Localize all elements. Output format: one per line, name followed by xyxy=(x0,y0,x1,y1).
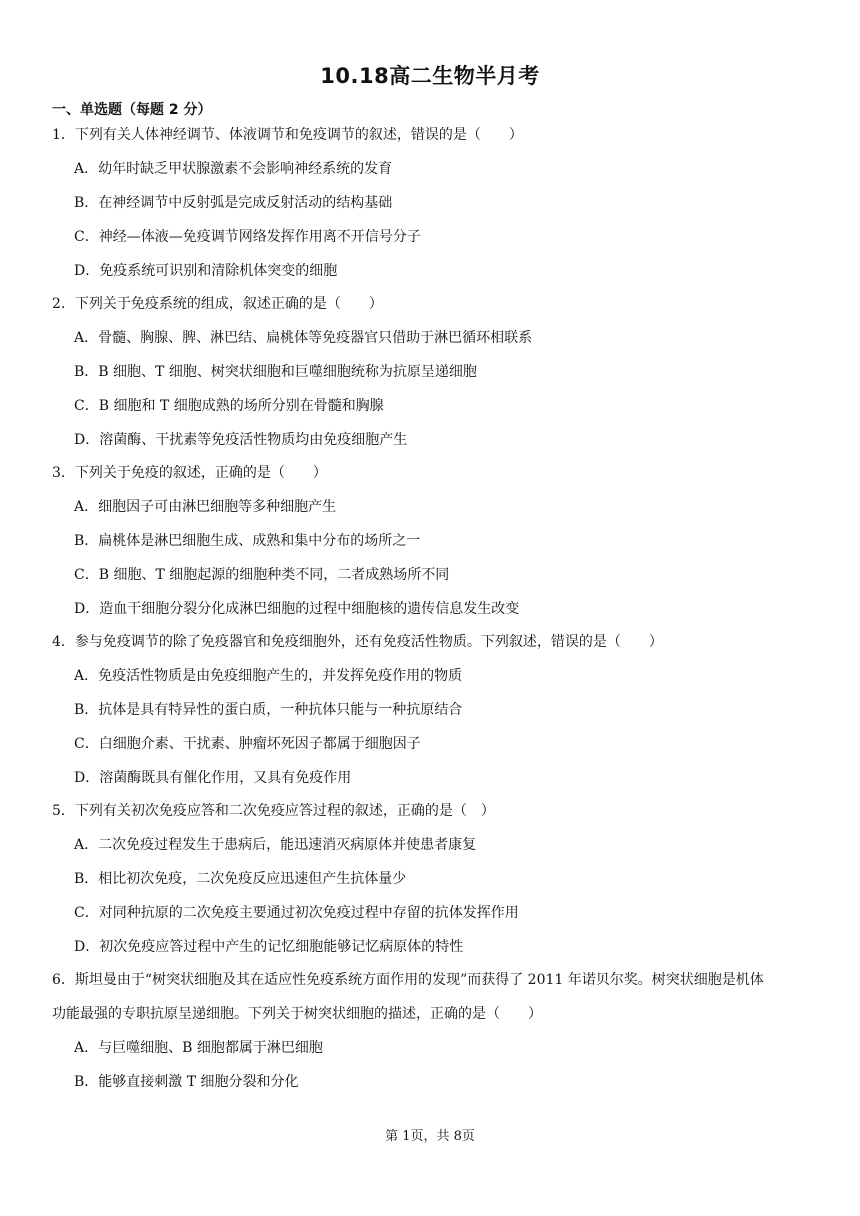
question-6-option-a: A．与巨噬细胞、B 细胞都属于淋巴细胞 xyxy=(74,1040,323,1056)
question-4-option-b: B．抗体是具有特异性的蛋白质，一种抗体只能与一种抗原结合 xyxy=(74,702,463,718)
question-2-option-c: C．B 细胞和 T 细胞成熟的场所分别在骨髓和胸腺 xyxy=(74,398,384,414)
question-5-option-b: B．相比初次免疫，二次免疫反应迅速但产生抗体量少 xyxy=(74,871,407,887)
question-6-stem-line-2: 功能最强的专职抗原呈递细胞。下列关于树突状细胞的描述，正确的是（ ） xyxy=(52,1006,542,1022)
question-6-stem-line-1: 6．斯坦曼由于“树突状细胞及其在适应性免疫系统方面作用的发现”而获得了 2011 年诺贝尔奖。树突状细胞是机体 xyxy=(52,972,764,988)
section-heading: 一、单选题（每题 2 分） xyxy=(52,102,212,118)
question-5-option-c: C．对同种抗原的二次免疫主要通过初次免疫过程中存留的抗体发挥作用 xyxy=(74,905,519,921)
question-2-stem: 2．下列关于免疫系统的组成，叙述正确的是（ ） xyxy=(52,296,383,312)
question-5-option-d: D．初次免疫应答过程中产生的记忆细胞能够记忆病原体的特性 xyxy=(74,939,464,955)
question-1-option-a: A．幼年时缺乏甲状腺激素不会影响神经系统的发育 xyxy=(74,161,393,177)
question-3-option-b: B．扁桃体是淋巴细胞生成、成熟和集中分布的场所之一 xyxy=(74,533,421,549)
question-3-option-d: D．造血干细胞分裂分化成淋巴细胞的过程中细胞核的遗传信息发生改变 xyxy=(74,601,520,617)
question-4-stem: 4．参与免疫调节的除了免疫器官和免疫细胞外，还有免疫活性物质。下列叙述，错误的是（ ） xyxy=(52,634,663,650)
question-1-option-d: D．免疫系统可识别和清除机体突变的细胞 xyxy=(74,263,338,279)
page-title: 10.18高二生物半月考 xyxy=(320,64,540,88)
question-5-stem: 5．下列有关初次免疫应答和二次免疫应答过程的叙述，正确的是（ ） xyxy=(52,803,495,819)
question-3-option-a: A．细胞因子可由淋巴细胞等多种细胞产生 xyxy=(74,499,337,515)
question-3-stem: 3．下列关于免疫的叙述，正确的是（ ） xyxy=(52,465,327,481)
question-3-option-c: C．B 细胞、T 细胞起源的细胞种类不同，二者成熟场所不同 xyxy=(74,567,450,583)
question-4-option-a: A．免疫活性物质是由免疫细胞产生的，并发挥免疫作用的物质 xyxy=(74,668,463,684)
question-2-option-a: A．骨髓、胸腺、脾、淋巴结、扁桃体等免疫器官只借助于淋巴循环相联系 xyxy=(74,330,533,346)
question-4-option-d: D．溶菌酶既具有催化作用，又具有免疫作用 xyxy=(74,770,352,786)
question-5-option-a: A．二次免疫过程发生于患病后，能迅速消灭病原体并使患者康复 xyxy=(74,837,477,853)
question-4-option-c: C．白细胞介素、干扰素、肿瘤坏死因子都属于细胞因子 xyxy=(74,736,421,752)
question-1-stem: 1．下列有关人体神经调节、体液调节和免疫调节的叙述，错误的是（ ） xyxy=(52,127,523,143)
question-1-option-c: C．神经—体液—免疫调节网络发挥作用离不开信号分子 xyxy=(74,229,421,245)
question-1-option-b: B．在神经调节中反射弧是完成反射活动的结构基础 xyxy=(74,195,393,211)
question-6-option-b: B．能够直接刺激 T 细胞分裂和分化 xyxy=(74,1074,299,1090)
page-footer: 第 1页，共 8页 xyxy=(385,1129,475,1144)
question-2-option-d: D．溶菌酶、干扰素等免疫活性物质均由免疫细胞产生 xyxy=(74,432,408,448)
question-2-option-b: B．B 细胞、T 细胞、树突状细胞和巨噬细胞统称为抗原呈递细胞 xyxy=(74,364,477,380)
